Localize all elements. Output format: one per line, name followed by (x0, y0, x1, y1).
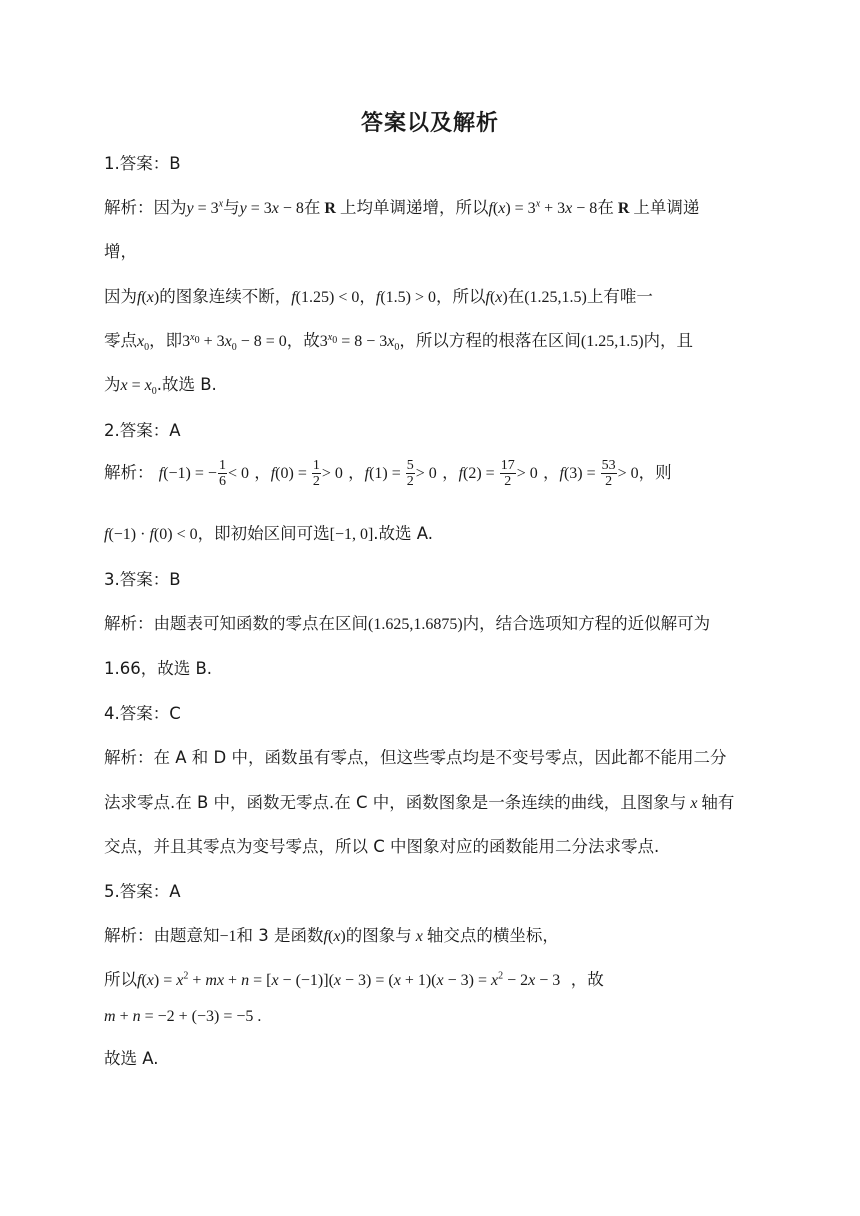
math: (1.25,1.5) (524, 289, 587, 306)
math: $3^{x_0} + 3x_0 - 8 = 0$ (182, 331, 287, 354)
math: −1 (219, 928, 237, 945)
text: ， (359, 287, 376, 306)
q2-line-2 (104, 520, 764, 544)
math: f (291, 289, 296, 306)
q4-line-1: 解析：在 A 和 D 中，函数虽有零点，但这些零点均是不变号零点，因此都不能用二分 (104, 748, 727, 767)
text: 和 3 是函数 (236, 926, 324, 945)
math: $3^{x_0} = 8 - 3x_0$ (319, 331, 400, 354)
q4-line-3: 交点，并且其零点为变号零点，所以 C 中图象对应的函数能用二分法求零点. (104, 837, 660, 856)
fraction: $\frac{5}{2}$ (406, 458, 414, 489)
math: $(x) = 3^x + 3x - 8$ (492, 198, 598, 217)
math: f(−1) = − (158, 465, 217, 482)
text: 解析：由题意知 (104, 926, 220, 945)
math: f(1) = (364, 465, 405, 482)
math: (x) (327, 928, 346, 945)
text: ，故 (570, 970, 604, 989)
text: ， (442, 463, 459, 482)
text: 内，结合选项知方程的近似解可为 (462, 614, 711, 633)
text: 的图象与 (345, 926, 412, 945)
text: .故选 A. (373, 524, 434, 543)
math: f(0) = (270, 465, 311, 482)
math: f(−1) · f(0) < 0 (104, 526, 198, 543)
math: R (320, 200, 340, 217)
text: ，故 (286, 331, 320, 350)
text: 在 (303, 198, 321, 217)
page-title: 答案以及解析 (360, 111, 499, 136)
text: 上均单调递增，所以 (339, 198, 489, 217)
q1-line-3 (104, 283, 764, 307)
text: 在 (507, 287, 525, 306)
q4-line-2 (104, 789, 764, 813)
math: f(2) = (458, 465, 499, 482)
text: ，所以方程的根落在区间 (399, 331, 581, 350)
text: 在 (597, 198, 614, 217)
text: 轴交点的横坐标， (426, 926, 559, 945)
text: 与 (223, 198, 240, 217)
text: ，则 (638, 463, 672, 482)
math: > 0 (516, 465, 538, 482)
math: (1.625,1.6875) (368, 616, 463, 633)
math: y (186, 200, 194, 217)
math: f (375, 289, 381, 306)
text: 的图象连续不断， (159, 287, 292, 306)
text: 零点 (104, 331, 137, 350)
q2-answer: 2.答案：A (104, 421, 181, 440)
math: [−1, 0] (329, 526, 374, 543)
math: > 0 (321, 465, 343, 482)
q3-line-1 (104, 610, 764, 634)
text: 因为 (104, 287, 137, 306)
text: 解析：由题表可知函数的零点在区间 (104, 614, 368, 633)
math: $f(x) = x^2$ + mx + $n = [x - (-1)](x - 3) = (x + 1)(x - 3) = x^2 - 2x - 3$ (137, 970, 561, 989)
text: .故选 B. (156, 375, 217, 394)
q4-answer: 4.答案：C (104, 704, 181, 723)
math: = $3^x$ (193, 198, 224, 217)
math: y (239, 200, 247, 217)
math: (1.25,1.5) (580, 333, 644, 350)
math: x (411, 928, 427, 945)
math: (x) (141, 289, 160, 306)
math: (1.25) < 0 (295, 289, 360, 306)
text: ， (348, 463, 365, 482)
math: m + n = −2 + (−3) = −5 . (104, 1008, 262, 1025)
text: ， (254, 463, 271, 482)
math: f (488, 200, 493, 217)
math: x (686, 795, 702, 812)
text: 解析：因为 (104, 198, 187, 217)
fraction: $\frac{17}{2}$ (500, 458, 515, 489)
text: 轴有 (701, 793, 735, 812)
text: ，即 (149, 331, 183, 350)
text: ，所以 (436, 287, 486, 306)
q1-line-1 (104, 194, 764, 218)
text: 法求零点.在 B 中，函数无零点.在 C 中，函数图象是一条连续的曲线，且图象与 (104, 793, 687, 812)
q3-answer: 3.答案：B (104, 570, 181, 589)
text: ，即初始区间可选 (197, 524, 330, 543)
q5-line-1 (104, 922, 764, 946)
math: f (485, 289, 490, 306)
q3-line-2: 1.66，故选 B. (104, 659, 213, 678)
math: f (137, 289, 142, 306)
q5-line-4: 故选 A. (104, 1049, 159, 1068)
math: $x = x_0$ (120, 377, 157, 398)
text: 解析： (104, 463, 154, 482)
text: 上有唯一 (586, 287, 653, 306)
math: > 0 (415, 465, 437, 482)
math: (1.5) > 0 (380, 289, 436, 306)
math: = 3x − 8 (246, 200, 304, 217)
text: 内，且 (643, 331, 694, 350)
math: (x) (489, 289, 508, 306)
math: f(3) = (559, 465, 600, 482)
math: R (613, 200, 634, 217)
math: 0 (144, 342, 150, 354)
q5-line-3 (104, 1006, 764, 1026)
text: 上单调递 (633, 198, 700, 217)
fraction: $\frac{1}{6}$ (218, 458, 226, 489)
fraction: $\frac{53}{2}$ (601, 458, 616, 489)
math: x (137, 333, 145, 350)
q1-line-4 (104, 327, 764, 353)
q2-line-1 (104, 458, 764, 489)
math: f (323, 928, 328, 945)
fraction: $\frac{1}{2}$ (312, 458, 320, 489)
text: ， (542, 463, 560, 482)
math: > 0 (617, 465, 639, 482)
text: 为 (104, 375, 121, 394)
q1-answer: 1.答案：B (104, 154, 181, 173)
q1-line-5 (104, 371, 764, 397)
math: < 0 (227, 465, 249, 482)
text: 所以 (104, 970, 137, 989)
q1-line-2: 增， (104, 242, 137, 261)
q5-line-2 (104, 966, 764, 990)
q5-answer: 5.答案：A (104, 882, 181, 901)
